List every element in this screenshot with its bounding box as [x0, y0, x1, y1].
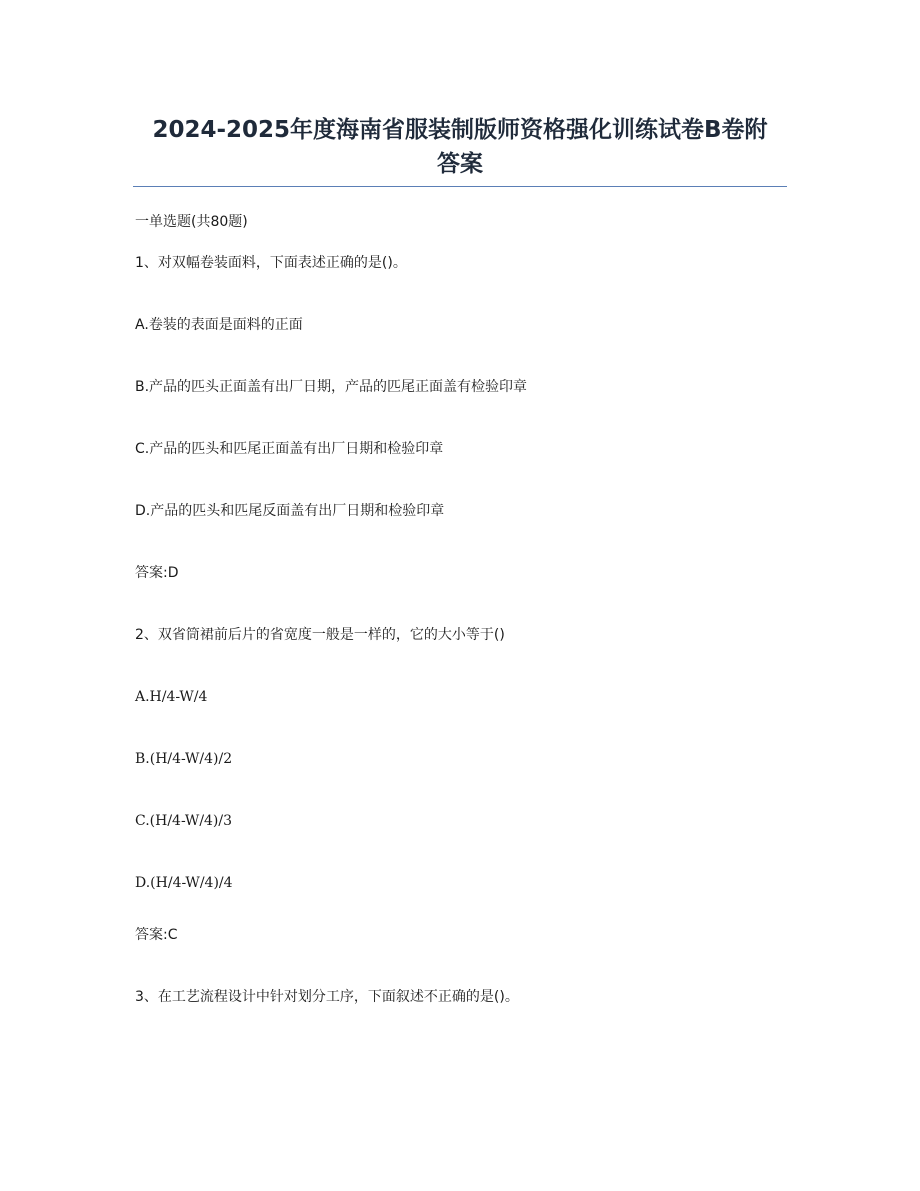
question-1-option-d: D.产品的匹头和匹尾反面盖有出厂日期和检验印章	[135, 503, 445, 519]
title-line-2: 答案	[437, 151, 483, 177]
question-3-stem: 3、在工艺流程设计中针对划分工序，下面叙述不正确的是()。	[135, 989, 519, 1005]
question-1-option-a: A.卷装的表面是面料的正面	[135, 317, 303, 333]
question-2-answer: 答案:C	[135, 927, 178, 943]
title-line-1: 2024-2025年度海南省服装制版师资格强化训练试卷B卷附	[152, 117, 768, 143]
question-2-option-a: A.H/4-W/4	[135, 689, 208, 705]
section-label: 一单选题(共80题)	[135, 214, 248, 230]
question-1-stem: 1、对双幅卷装面料，下面表述正确的是()。	[135, 255, 407, 271]
question-2-option-c: C.(H/4-W/4)/3	[135, 813, 233, 829]
document-title	[120, 113, 800, 181]
question-2-option-d: D.(H/4-W/4)/4	[135, 875, 233, 891]
question-1-answer: 答案:D	[135, 565, 179, 581]
question-1-option-c: C.产品的匹头和匹尾正面盖有出厂日期和检验印章	[135, 441, 444, 457]
title-divider	[133, 186, 787, 187]
question-2-option-b: B.(H/4-W/4)/2	[135, 751, 233, 767]
question-1-option-b: B.产品的匹头正面盖有出厂日期，产品的匹尾正面盖有检验印章	[135, 379, 528, 395]
question-2-stem: 2、双省筒裙前后片的省宽度一般是一样的，它的大小等于()	[135, 627, 505, 643]
